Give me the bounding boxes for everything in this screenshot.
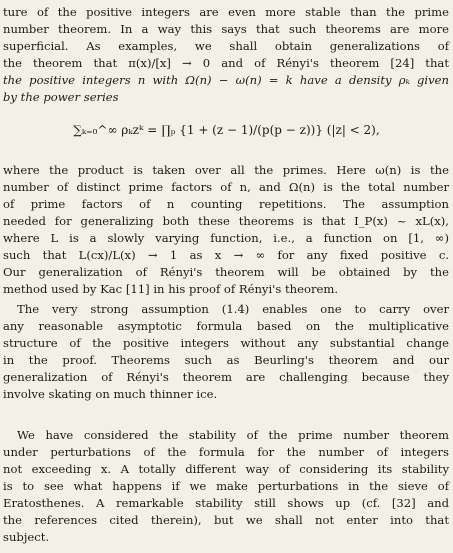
text-line: is to see what happens if we make perturbations in the sieve of <box>3 479 449 493</box>
text-line: The very strong assumption (1.4) enables one to carry over <box>17 302 449 316</box>
text-line: such that L(cx)/L(x) → 1 as x → ∞ for any fixed positive c. <box>3 248 449 262</box>
text-line: generalization of Rényi's theorem are challenging because they <box>3 370 449 384</box>
text-line: subject. <box>3 530 50 544</box>
text-line: Eratosthenes. A remarkable stability still shows up (cf. [32] and <box>3 496 449 510</box>
text-line: We have considered the stability of the prime number theorem <box>17 428 449 442</box>
text-line-italic: the positive integers n with Ω(n) − ω(n) = k have a density ρₖ given <box>3 73 449 87</box>
text-line: structure of the positive integers without any substantial change <box>3 336 449 350</box>
display-equation: ∑ₖ₌₀^∞ ρₖzᵏ = ∏ₚ {1 + (z − 1)/(p(p − z))} (|z| < 2), <box>73 123 380 137</box>
text-line: any reasonable asymptotic formula based on the multiplicative <box>3 319 449 333</box>
text-line: the references cited therein), but we shall not enter into that <box>3 513 449 527</box>
text-line: number of distinct prime factors of n, and Ω(n) is the total number <box>3 180 449 194</box>
text-line: in the proof. Theorems such as Beurling's theorem and our <box>3 353 449 367</box>
text-line: not exceeding x. A totally different way of considering its stability <box>3 462 449 476</box>
text-line: where L is a slowly varying function, i.e., a function on [1, ∞) <box>3 231 449 245</box>
text-line: method used by Kac [11] in his proof of Rényi's theorem. <box>3 282 339 296</box>
text-line-italic: by the power series <box>3 90 119 104</box>
text-line: the theorem that π(x)/[x] → 0 and of Rényi's theorem [24] that <box>3 56 449 70</box>
text-line: of prime factors of n counting repetitions. The assumption <box>3 197 449 211</box>
text-line: superficial. As examples, we shall obtain generalizations of <box>3 39 449 53</box>
text-line: involve skating on much thinner ice. <box>3 387 218 401</box>
text-line: ture of the positive integers are even more stable than the prime <box>3 5 449 19</box>
text-line: number theorem. In a way this says that such theorems are more <box>3 22 449 36</box>
text-line: where the product is taken over all the primes. Here ω(n) is the <box>3 163 449 177</box>
text-line: under perturbations of the formula for the number of integers <box>3 445 449 459</box>
text-line: needed for generalizing both these theorems is that I_P(x) ~ xL(x), <box>3 214 449 228</box>
text-line: Our generalization of Rényi's theorem will be obtained by the <box>3 265 449 279</box>
